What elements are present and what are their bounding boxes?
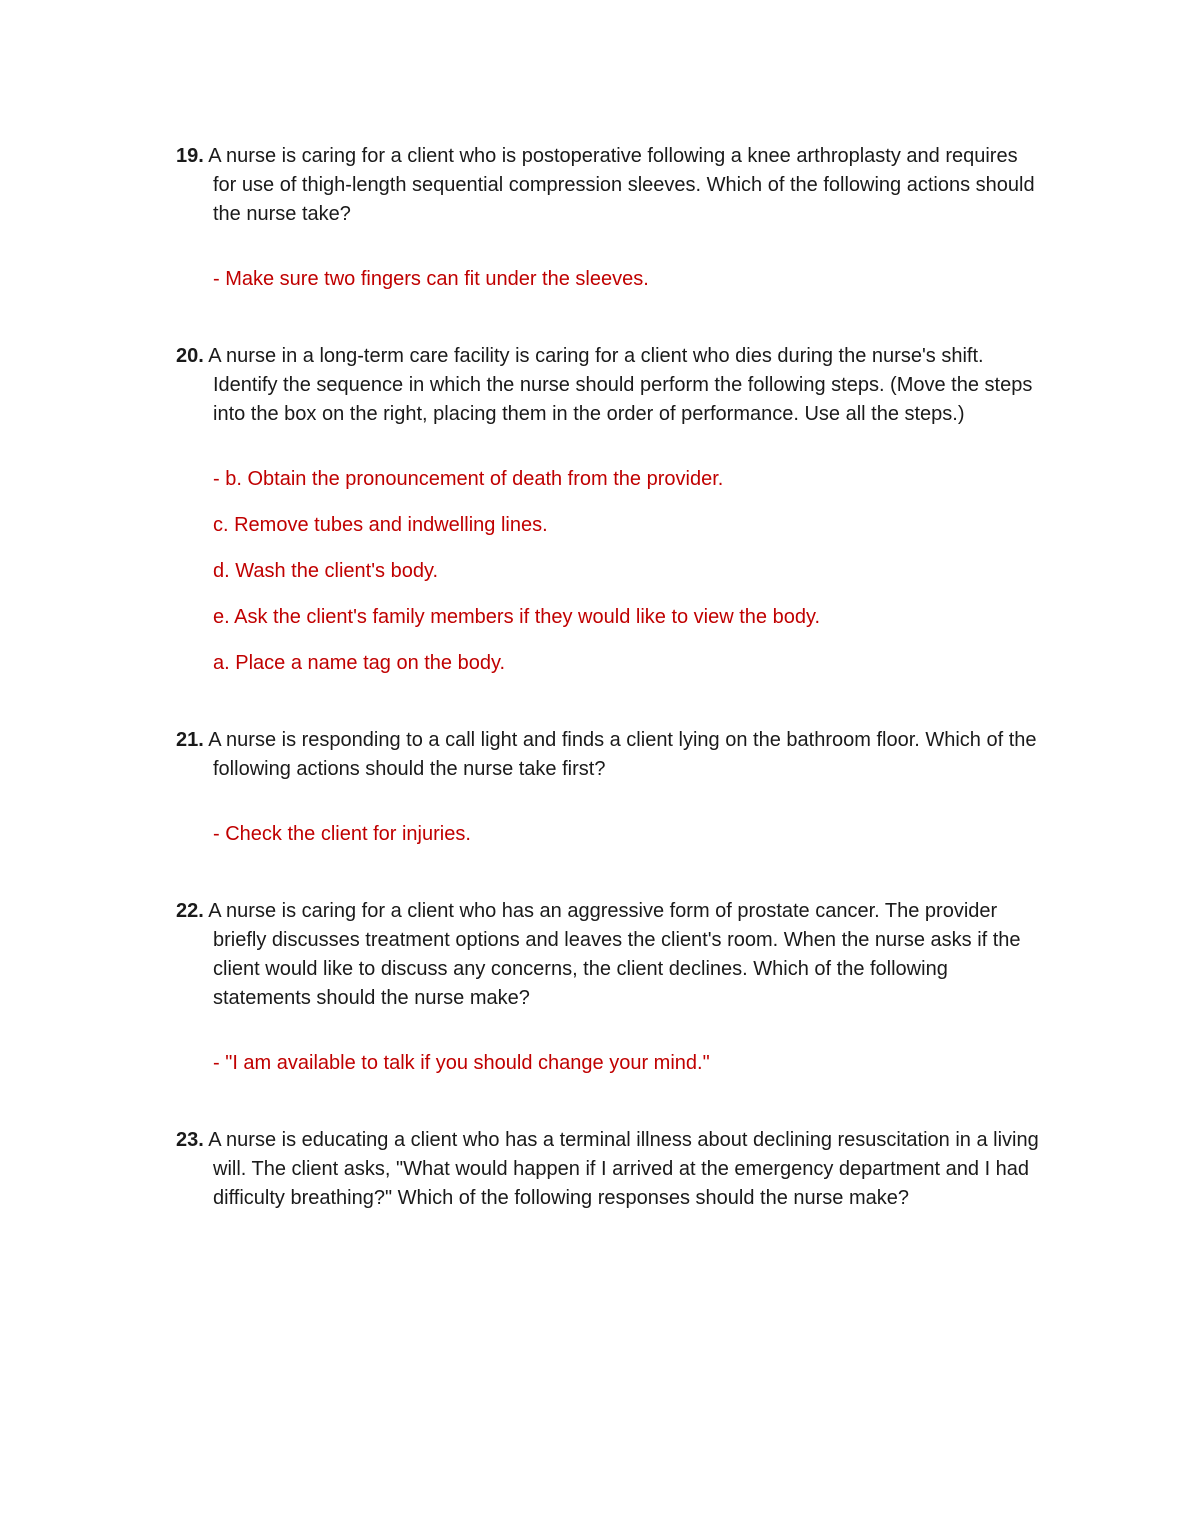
question-body: A nurse is responding to a call light and finds a client lying on the bathroom floor. Which of the following actions should the nurse take first? (208, 729, 1037, 780)
question-22 (176, 897, 1042, 1078)
question-text (176, 897, 1042, 1013)
question-text (176, 726, 1042, 784)
question-text (176, 142, 1042, 229)
answer-line: d. Wash the client's body. (213, 560, 439, 582)
question-19 (176, 142, 1042, 294)
question-text (176, 1126, 1042, 1213)
question-23 (176, 1126, 1042, 1213)
answer-line: - Check the client for injuries. (213, 823, 471, 845)
question-21 (176, 726, 1042, 849)
answer-line: c. Remove tubes and indwelling lines. (213, 514, 548, 536)
question-body: A nurse is caring for a client who has an aggressive form of prostate cancer. The provider briefly discusses treatment options and leaves the client's room. When the nurse asks if the client would like to discuss any concerns, the client declines. Which of the following statements should the nurse make? (208, 900, 1021, 1009)
answer-line: - "I am available to talk if you should change your mind." (213, 1052, 710, 1074)
answer-line: e. Ask the client's family members if they would like to view the body. (213, 606, 821, 628)
question-number: 23. (176, 1129, 204, 1151)
question-number: 22. (176, 900, 204, 922)
question-number: 20. (176, 345, 204, 367)
question-text (176, 342, 1042, 429)
question-body: A nurse is educating a client who has a terminal illness about declining resuscitation in a living will. The client asks, "What would happen if I arrived at the emergency department and I had difficulty breathing?" Which of the following responses should the nurse make? (208, 1129, 1039, 1209)
question-body: A nurse in a long-term care facility is caring for a client who dies during the nurse's shift. Identify the sequence in which the nurse should perform the following steps. (Move the steps into the box on the right, placing them in the order of performance. Use all the steps.) (208, 345, 1033, 425)
answer-line: - Make sure two fingers can fit under the sleeves. (213, 268, 649, 290)
question-number: 21. (176, 729, 204, 751)
question-body: A nurse is caring for a client who is postoperative following a knee arthroplasty and requires for use of thigh-length sequential compression sleeves. Which of the following actions should the nurse take? (208, 145, 1035, 225)
question-number: 19. (176, 145, 204, 167)
question-20 (176, 342, 1042, 678)
answer-line: - b. Obtain the pronouncement of death from the provider. (213, 468, 724, 490)
answer-line: a. Place a name tag on the body. (213, 652, 506, 674)
